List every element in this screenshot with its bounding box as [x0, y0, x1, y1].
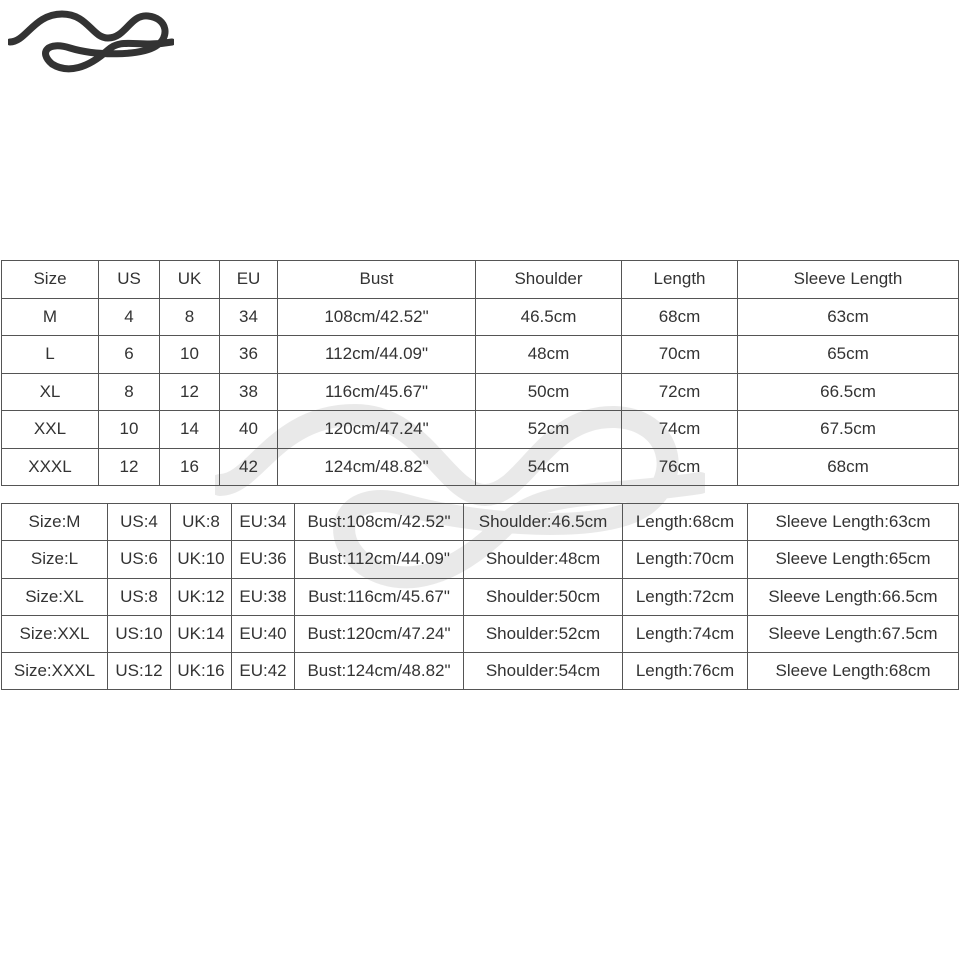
table-cell: 112cm/44.09": [278, 336, 476, 374]
table-cell: 12: [99, 448, 160, 486]
table-cell: 76cm: [622, 448, 738, 486]
table-cell: Sleeve Length:68cm: [748, 653, 959, 690]
table-cell: US:6: [108, 541, 171, 578]
table-cell: 65cm: [738, 336, 959, 374]
table-cell: 120cm/47.24": [278, 411, 476, 449]
table-cell: Length:70cm: [623, 541, 748, 578]
table-cell: UK:14: [171, 615, 232, 652]
table-cell: EU:42: [232, 653, 295, 690]
table-row: [2, 578, 959, 615]
table-cell: Shoulder:48cm: [464, 541, 623, 578]
table-cell: L: [2, 336, 99, 374]
table-cell: UK:8: [171, 504, 232, 541]
table-cell: Size:M: [2, 504, 108, 541]
table-cell: US:10: [108, 615, 171, 652]
table-cell: Shoulder:52cm: [464, 615, 623, 652]
table-row: [2, 336, 959, 374]
table-cell: XXL: [2, 411, 99, 449]
size-chart-table: [1, 260, 959, 486]
table-cell: EU:36: [232, 541, 295, 578]
table-cell: Size:L: [2, 541, 108, 578]
table-row: [2, 504, 959, 541]
column-header: EU: [220, 261, 278, 299]
table-cell: 42: [220, 448, 278, 486]
table-cell: Size:XXXL: [2, 653, 108, 690]
table-cell: Bust:116cm/45.67": [295, 578, 464, 615]
infinity-knot-logo-icon: [8, 8, 174, 74]
table-cell: 116cm/45.67": [278, 373, 476, 411]
table-cell: Bust:112cm/44.09": [295, 541, 464, 578]
table-cell: Shoulder:54cm: [464, 653, 623, 690]
table-cell: US:4: [108, 504, 171, 541]
table-cell: 34: [220, 298, 278, 336]
table-cell: UK:16: [171, 653, 232, 690]
table-cell: Sleeve Length:65cm: [748, 541, 959, 578]
column-header: Shoulder: [476, 261, 622, 299]
table-cell: 70cm: [622, 336, 738, 374]
table-cell: 8: [99, 373, 160, 411]
table-cell: 67.5cm: [738, 411, 959, 449]
table-cell: Length:68cm: [623, 504, 748, 541]
table-cell: UK:12: [171, 578, 232, 615]
table-cell: 10: [160, 336, 220, 374]
table-cell: 68cm: [738, 448, 959, 486]
column-header: Length: [622, 261, 738, 299]
table-cell: 68cm: [622, 298, 738, 336]
column-header: US: [99, 261, 160, 299]
table-cell: Length:72cm: [623, 578, 748, 615]
table-cell: Bust:124cm/48.82": [295, 653, 464, 690]
table-cell: 12: [160, 373, 220, 411]
table-cell: 4: [99, 298, 160, 336]
table-cell: 108cm/42.52": [278, 298, 476, 336]
table-row: [2, 541, 959, 578]
table-cell: EU:38: [232, 578, 295, 615]
table-cell: US:8: [108, 578, 171, 615]
table-cell: 52cm: [476, 411, 622, 449]
table-cell: Length:74cm: [623, 615, 748, 652]
table-cell: Length:76cm: [623, 653, 748, 690]
table-row: [2, 298, 959, 336]
table-cell: EU:34: [232, 504, 295, 541]
table-cell: 72cm: [622, 373, 738, 411]
table-header-row: [2, 261, 959, 299]
table-cell: 63cm: [738, 298, 959, 336]
table-cell: Bust:120cm/47.24": [295, 615, 464, 652]
table-cell: 50cm: [476, 373, 622, 411]
table-cell: 40: [220, 411, 278, 449]
table-cell: Bust:108cm/42.52": [295, 504, 464, 541]
table-row: [2, 373, 959, 411]
table-cell: UK:10: [171, 541, 232, 578]
table-cell: 46.5cm: [476, 298, 622, 336]
table-cell: M: [2, 298, 99, 336]
table-cell: Sleeve Length:66.5cm: [748, 578, 959, 615]
table-cell: 38: [220, 373, 278, 411]
table-cell: 48cm: [476, 336, 622, 374]
table-cell: 124cm/48.82": [278, 448, 476, 486]
table-cell: 10: [99, 411, 160, 449]
table-row: [2, 411, 959, 449]
table-cell: 54cm: [476, 448, 622, 486]
table-cell: 36: [220, 336, 278, 374]
table-cell: Size:XXL: [2, 615, 108, 652]
table-row: [2, 615, 959, 652]
table-row: [2, 653, 959, 690]
table-cell: EU:40: [232, 615, 295, 652]
table-cell: Size:XL: [2, 578, 108, 615]
column-header: Sleeve Length: [738, 261, 959, 299]
table-cell: Shoulder:50cm: [464, 578, 623, 615]
table-cell: 6: [99, 336, 160, 374]
table-cell: XL: [2, 373, 99, 411]
table-cell: US:12: [108, 653, 171, 690]
table-cell: 74cm: [622, 411, 738, 449]
table-cell: 14: [160, 411, 220, 449]
column-header: UK: [160, 261, 220, 299]
table-cell: 8: [160, 298, 220, 336]
table-cell: 16: [160, 448, 220, 486]
column-header: Bust: [278, 261, 476, 299]
table-row: [2, 448, 959, 486]
table-cell: Sleeve Length:63cm: [748, 504, 959, 541]
table-cell: Sleeve Length:67.5cm: [748, 615, 959, 652]
size-chart-labeled-table: [1, 503, 959, 690]
table-cell: Shoulder:46.5cm: [464, 504, 623, 541]
column-header: Size: [2, 261, 99, 299]
table-cell: 66.5cm: [738, 373, 959, 411]
table-cell: XXXL: [2, 448, 99, 486]
